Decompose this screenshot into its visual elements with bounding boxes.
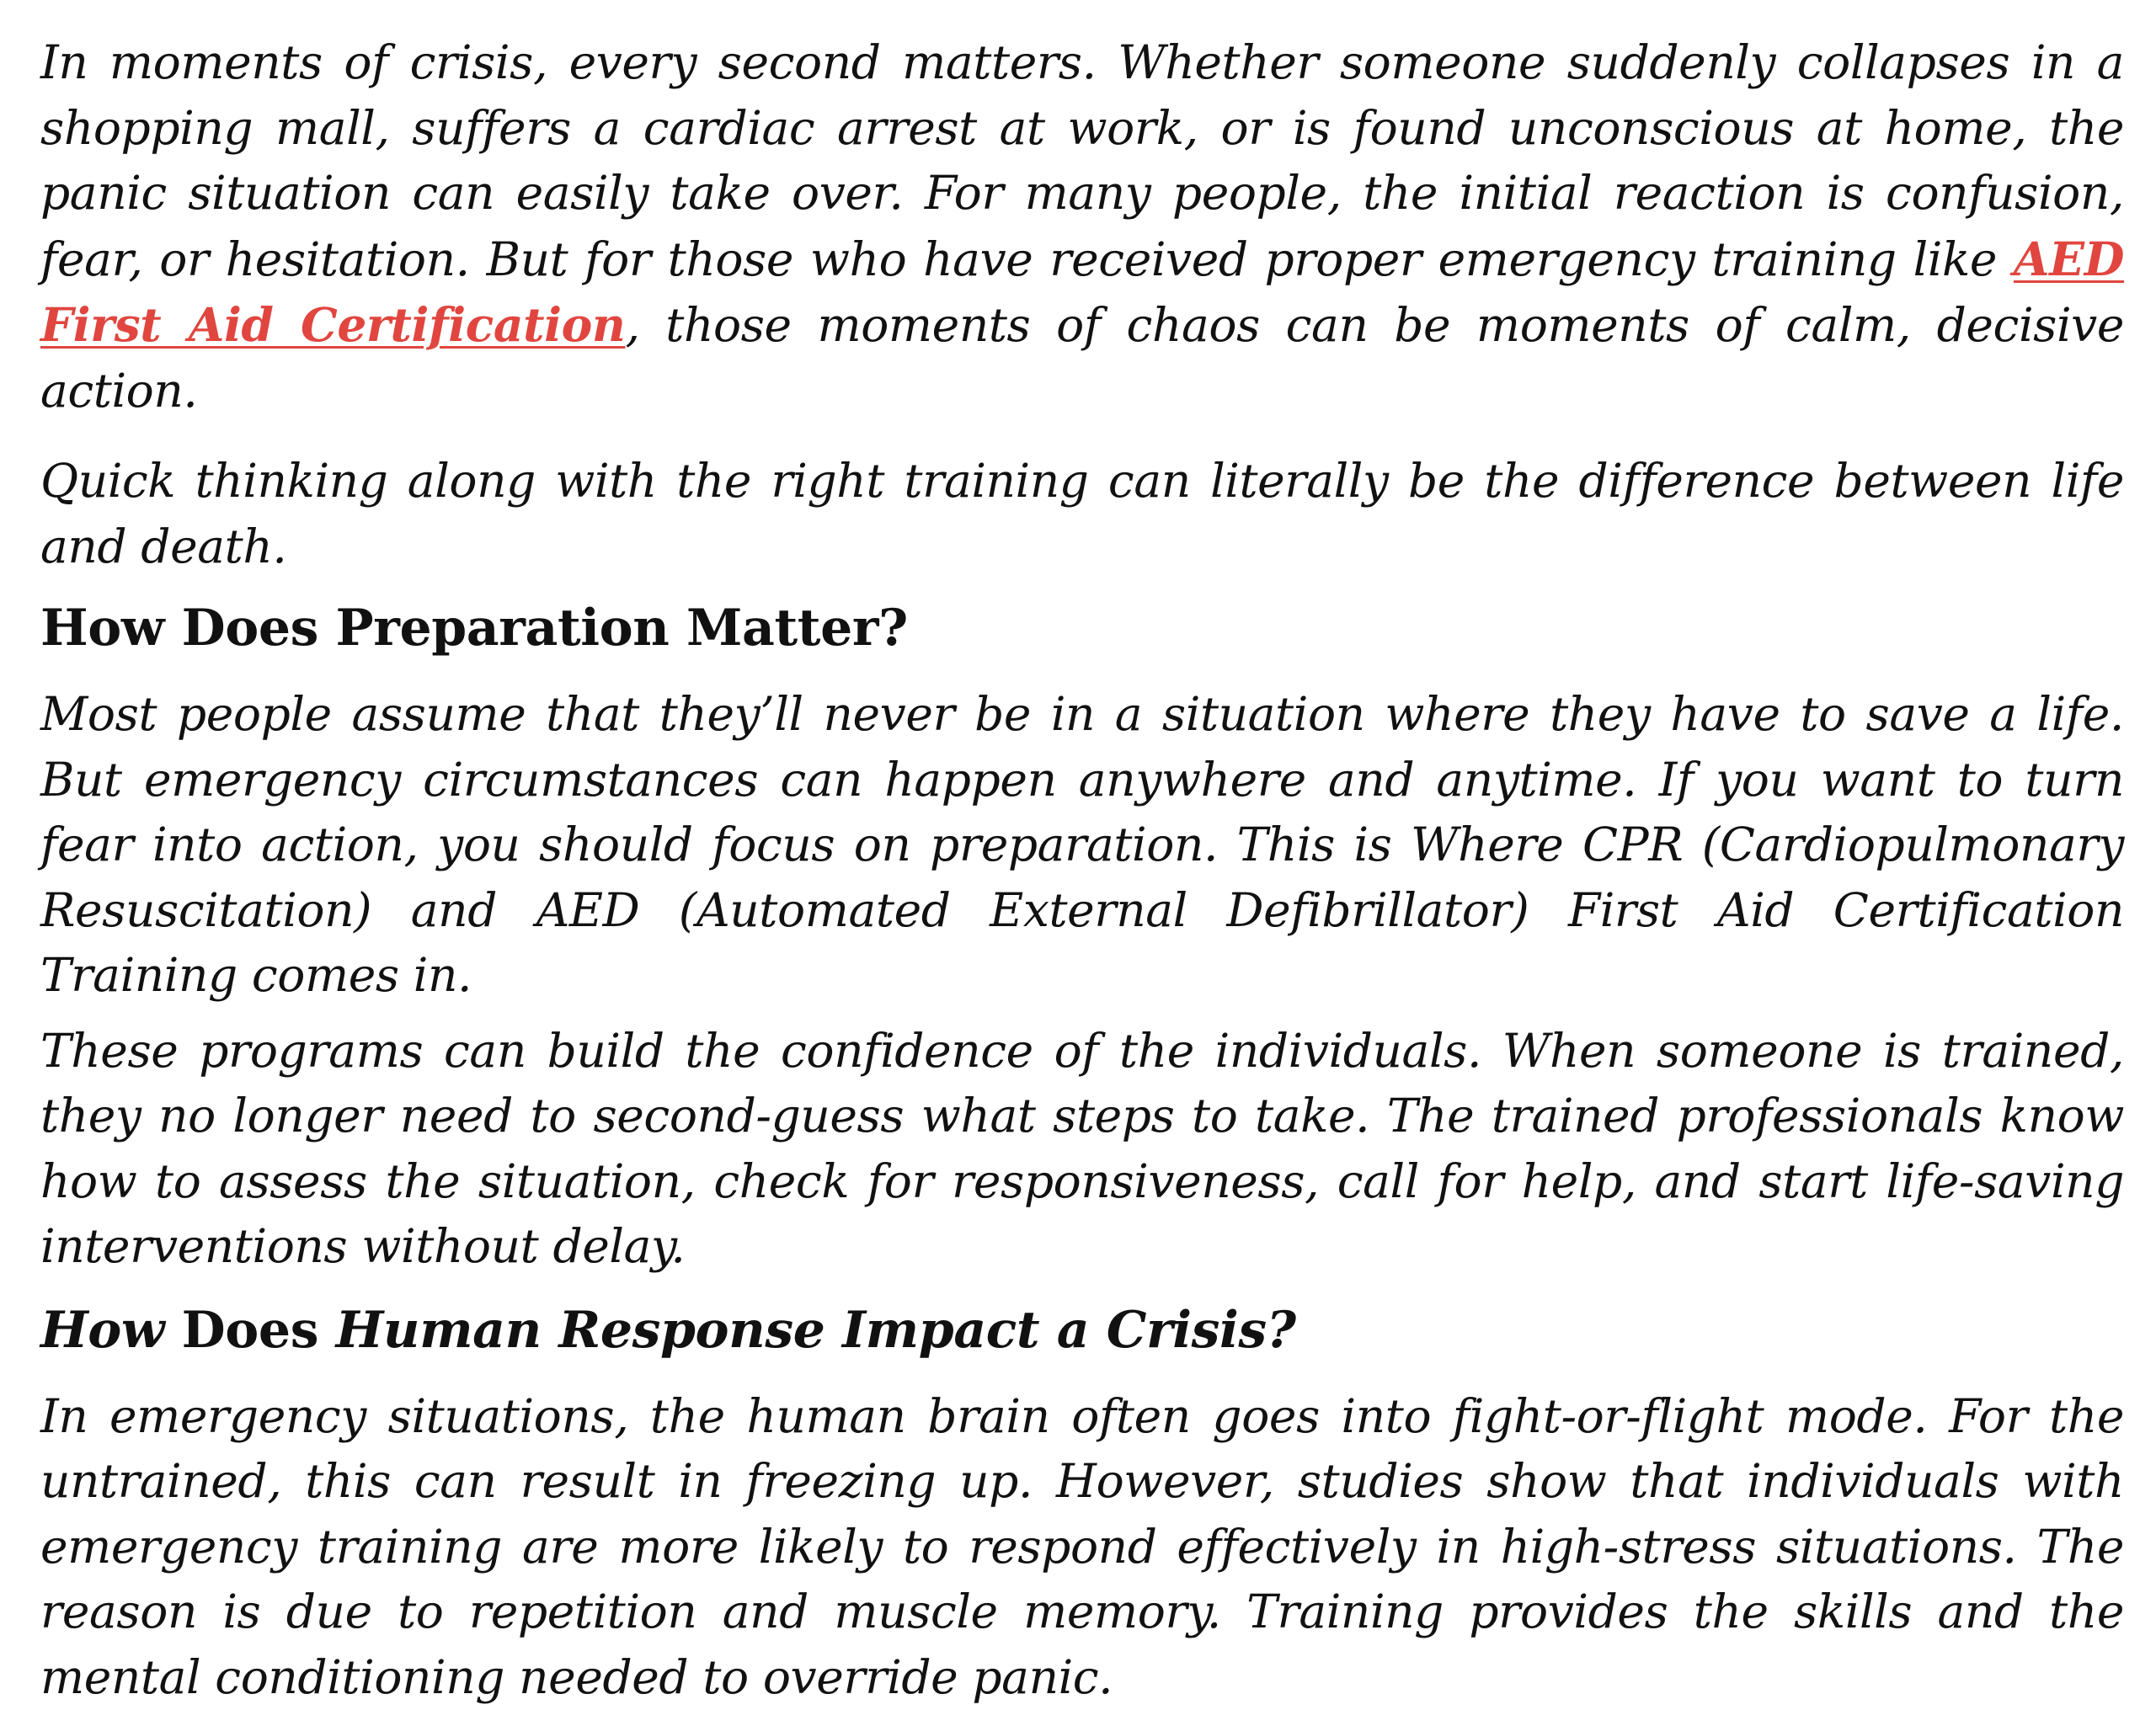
- human-response-heading: [40, 1297, 2124, 1364]
- intro-text-before-link: In moments of crisis, every second matters. Whether someone suddenly collapses in a shopping mall, suffers a cardiac arrest at work, or is found unconscious at home, the panic situation can easily take over. For many people, the initial reaction is confusion, fear, or hesitation. But for those who have received proper emergency training like: [40, 35, 2124, 286]
- article-body: [40, 30, 2124, 1710]
- heading-rest: Human Response Impact a Crisis?: [336, 1301, 1296, 1360]
- preparation-heading: How Does Preparation Matter?: [40, 594, 2124, 662]
- aed-certification-link[interactable]: AED First Aid Certification: [40, 232, 2124, 353]
- heading-word-how: How: [40, 1301, 164, 1360]
- confidence-paragraph: These programs can build the confidence of the individuals. When someone is trained, they no longer need to second-guess what steps to take. The trained professionals know how to assess the situation, check for responsiveness, call for help, and start life-saving interventions without delay.: [40, 1019, 2124, 1280]
- quick-thinking-paragraph: Quick thinking along with the right training can literally be the difference between life and death.: [40, 449, 2124, 579]
- human-response-paragraph: In emergency situations, the human brain often goes into fight-or-flight mode. For the untrained, this can result in freezing up. However, studies show that individuals with emergency training are more likely to respond effectively in high-stress situations. The reason is due to repetition and muscle memory. Training provides the skills and the mental conditioning needed to override panic.: [40, 1384, 2124, 1710]
- heading-word-does: Does: [182, 1301, 318, 1360]
- intro-text-after-link: , those moments of chaos can be moments of calm, decisive action.: [40, 298, 2124, 418]
- preparation-paragraph: Most people assume that they’ll never be in a situation where they have to save a life. But emergency circumstances can happen anywhere and anytime. If you want to turn fear into action, you should focus on preparation. This is Where CPR (Cardiopulmonary Resuscitation) and AED (Automated External Defibrillator) First Aid Certification Training comes in.: [40, 682, 2124, 1009]
- intro-paragraph: [40, 30, 2124, 424]
